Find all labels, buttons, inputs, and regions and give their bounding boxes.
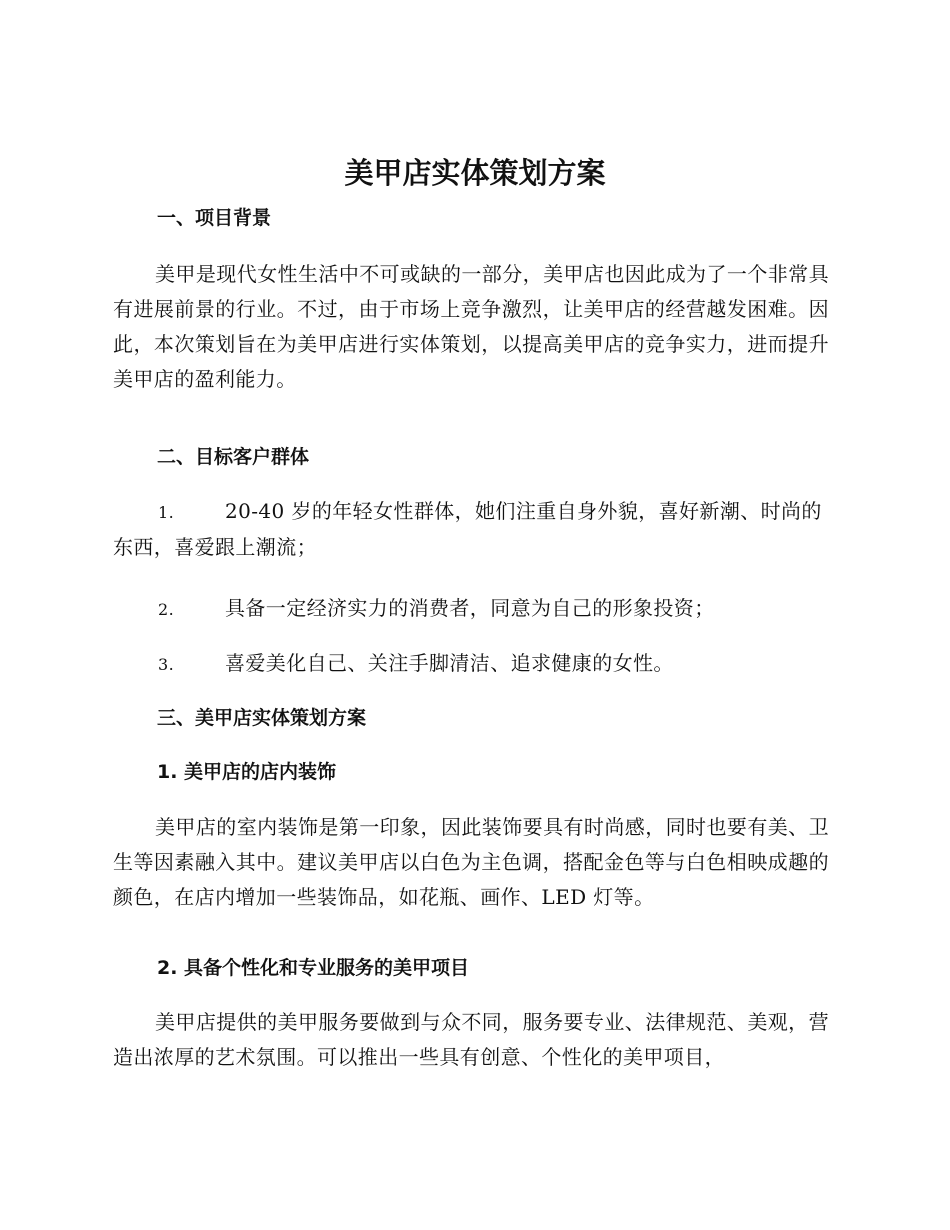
list-item [113, 646, 829, 682]
paragraph-services: 美甲店提供的美甲服务要做到与众不同，服务要专业、法律规范、美观，营造出浓厚的艺术氛围。可以推出一些具有创意、个性化的美甲项目， [113, 1010, 829, 1069]
list-number: 3. [158, 655, 175, 674]
list-text: 具备一定经济实力的消费者，同意为自己的形象投资； [225, 596, 715, 620]
list-item [113, 494, 829, 565]
paragraph-background: 美甲是现代女性生活中不可或缺的一部分，美甲店也因此成为了一个非常具有进展前景的行业。不过，由于市场上竞争激烈，让美甲店的经营越发困难。因此，本次策划旨在为美甲店进行实体策划，以提高美甲店的竞争实力，进而提升美甲店的盈利能力。 [113, 262, 829, 391]
list-item [113, 591, 829, 627]
section-heading-target: 二、目标客户群体 [157, 446, 310, 468]
subsection-heading-decoration: 1. 美甲店的店内装饰 [157, 761, 337, 783]
list-number: 2. [158, 600, 175, 619]
section-heading-plan: 三、美甲店实体策划方案 [157, 707, 367, 729]
section-heading-background: 一、项目背景 [157, 207, 272, 229]
list-number: 1. [158, 503, 175, 522]
paragraph-decoration: 美甲店的室内装饰是第一印象，因此装饰要具有时尚感，同时也要有美、卫生等因素融入其中。建议美甲店以白色为主色调，搭配金色等与白色相映成趣的颜色，在店内增加一些装饰品，如花瓶、画作、LED 灯等。 [113, 815, 829, 909]
list-text: 喜爱美化自己、关注手脚清洁、追求健康的女性。 [225, 651, 674, 675]
subsection-heading-services: 2. 具备个性化和专业服务的美甲项目 [157, 957, 470, 979]
document-title: 美甲店实体策划方案 [344, 156, 606, 190]
list-text: 20-40 岁的年轻女性群体，她们注重自身外貌，喜好新潮、时尚的东西，喜爱跟上潮流； [113, 499, 822, 559]
